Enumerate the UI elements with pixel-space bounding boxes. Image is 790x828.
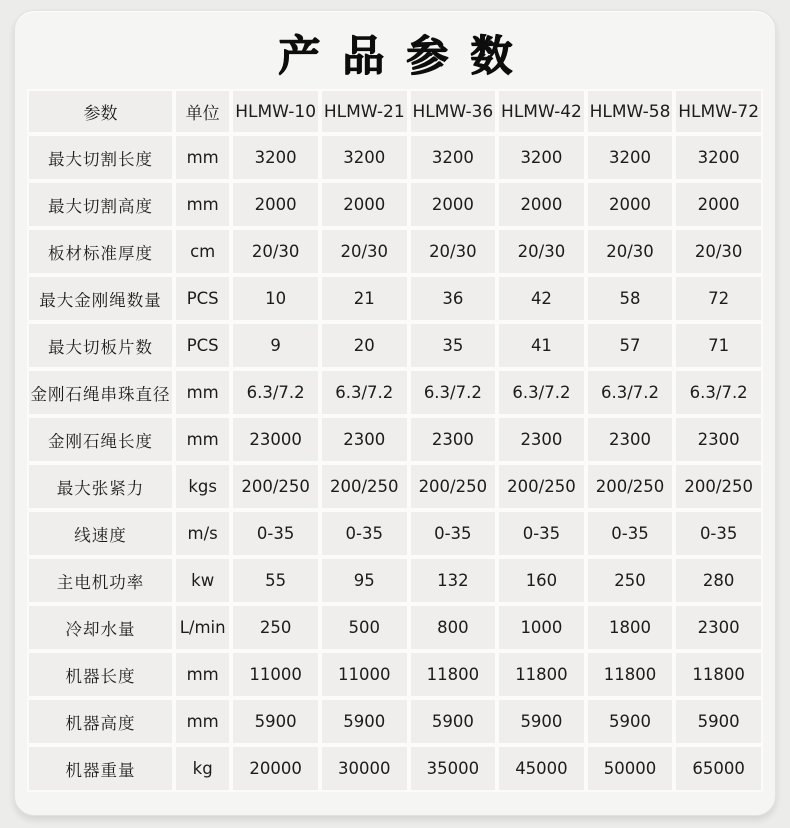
param-cell: 最大张紧力 — [27, 463, 174, 510]
param-cell: 最大金刚绳数量 — [27, 275, 174, 322]
value-cell: 280 — [674, 557, 763, 604]
value-cell: 20/30 — [231, 228, 320, 275]
table-row — [27, 651, 763, 698]
value-cell: 2300 — [320, 416, 409, 463]
value-cell: 36 — [409, 275, 498, 322]
value-cell: 9 — [231, 322, 320, 369]
value-cell: 1800 — [586, 604, 675, 651]
value-cell: 5900 — [674, 698, 763, 745]
value-cell: 3200 — [409, 134, 498, 181]
header-hlmw-72: HLMW-72 — [674, 89, 763, 134]
param-cell: 冷却水量 — [27, 604, 174, 651]
value-cell: 10 — [231, 275, 320, 322]
value-cell: 95 — [320, 557, 409, 604]
unit-cell: kw — [174, 557, 231, 604]
value-cell: 11800 — [674, 651, 763, 698]
spec-table — [27, 89, 763, 792]
unit-cell: m/s — [174, 510, 231, 557]
value-cell: 58 — [586, 275, 675, 322]
value-cell: 5900 — [497, 698, 586, 745]
page-title: 产品参数 — [277, 31, 534, 80]
value-cell: 11000 — [231, 651, 320, 698]
value-cell: 41 — [497, 322, 586, 369]
unit-cell: mm — [174, 181, 231, 228]
unit-cell: mm — [174, 416, 231, 463]
unit-cell: cm — [174, 228, 231, 275]
table-row — [27, 181, 763, 228]
value-cell: 0-35 — [497, 510, 586, 557]
unit-cell: kgs — [174, 463, 231, 510]
unit-cell: mm — [174, 134, 231, 181]
value-cell: 2000 — [586, 181, 675, 228]
value-cell: 20/30 — [674, 228, 763, 275]
value-cell: 3200 — [586, 134, 675, 181]
header-row — [27, 89, 763, 134]
unit-cell: L/min — [174, 604, 231, 651]
value-cell: 20/30 — [409, 228, 498, 275]
value-cell: 50000 — [586, 745, 675, 792]
value-cell: 72 — [674, 275, 763, 322]
value-cell: 200/250 — [320, 463, 409, 510]
value-cell: 6.3/7.2 — [674, 369, 763, 416]
value-cell: 0-35 — [409, 510, 498, 557]
value-cell: 200/250 — [497, 463, 586, 510]
param-cell: 最大切板片数 — [27, 322, 174, 369]
value-cell: 5900 — [320, 698, 409, 745]
value-cell: 2000 — [497, 181, 586, 228]
unit-cell: PCS — [174, 275, 231, 322]
unit-cell: mm — [174, 369, 231, 416]
header-hlmw-36: HLMW-36 — [409, 89, 498, 134]
value-cell: 200/250 — [586, 463, 675, 510]
value-cell: 30000 — [320, 745, 409, 792]
value-cell: 200/250 — [231, 463, 320, 510]
value-cell: 11800 — [409, 651, 498, 698]
value-cell: 23000 — [231, 416, 320, 463]
table-row — [27, 275, 763, 322]
param-cell: 主电机功率 — [27, 557, 174, 604]
table-row — [27, 369, 763, 416]
param-cell: 最大切割长度 — [27, 134, 174, 181]
unit-cell: mm — [174, 698, 231, 745]
value-cell: 0-35 — [674, 510, 763, 557]
table-row — [27, 322, 763, 369]
value-cell: 5900 — [409, 698, 498, 745]
value-cell: 35000 — [409, 745, 498, 792]
value-cell: 1000 — [497, 604, 586, 651]
table-row — [27, 698, 763, 745]
header-hlmw-58: HLMW-58 — [586, 89, 675, 134]
param-cell: 线速度 — [27, 510, 174, 557]
value-cell: 65000 — [674, 745, 763, 792]
value-cell: 35 — [409, 322, 498, 369]
value-cell: 2300 — [674, 416, 763, 463]
param-cell: 机器高度 — [27, 698, 174, 745]
table-row — [27, 463, 763, 510]
value-cell: 3200 — [497, 134, 586, 181]
unit-cell: mm — [174, 651, 231, 698]
value-cell: 3200 — [231, 134, 320, 181]
value-cell: 2300 — [409, 416, 498, 463]
table-row — [27, 557, 763, 604]
value-cell: 3200 — [320, 134, 409, 181]
value-cell: 21 — [320, 275, 409, 322]
value-cell: 250 — [231, 604, 320, 651]
value-cell: 45000 — [497, 745, 586, 792]
value-cell: 55 — [231, 557, 320, 604]
header-param: 参数 — [27, 89, 174, 134]
value-cell: 800 — [409, 604, 498, 651]
param-cell: 机器重量 — [27, 745, 174, 792]
value-cell: 6.3/7.2 — [231, 369, 320, 416]
spec-table-body — [27, 134, 763, 792]
header-hlmw-10: HLMW-10 — [231, 89, 320, 134]
table-row — [27, 134, 763, 181]
value-cell: 11800 — [586, 651, 675, 698]
table-row — [27, 416, 763, 463]
value-cell: 6.3/7.2 — [497, 369, 586, 416]
value-cell: 57 — [586, 322, 675, 369]
product-spec-card — [14, 10, 776, 816]
param-cell: 最大切割高度 — [27, 181, 174, 228]
value-cell: 5900 — [586, 698, 675, 745]
value-cell: 2300 — [674, 604, 763, 651]
header-unit: 单位 — [174, 89, 231, 134]
value-cell: 20 — [320, 322, 409, 369]
param-cell: 金刚石绳串珠直径 — [27, 369, 174, 416]
value-cell: 42 — [497, 275, 586, 322]
value-cell: 500 — [320, 604, 409, 651]
value-cell: 20000 — [231, 745, 320, 792]
value-cell: 2000 — [674, 181, 763, 228]
value-cell: 5900 — [231, 698, 320, 745]
value-cell: 6.3/7.2 — [586, 369, 675, 416]
unit-cell: PCS — [174, 322, 231, 369]
value-cell: 200/250 — [674, 463, 763, 510]
header-hlmw-21: HLMW-21 — [320, 89, 409, 134]
table-row — [27, 510, 763, 557]
header-hlmw-42: HLMW-42 — [497, 89, 586, 134]
value-cell: 3200 — [674, 134, 763, 181]
value-cell: 250 — [586, 557, 675, 604]
table-row — [27, 604, 763, 651]
value-cell: 20/30 — [320, 228, 409, 275]
value-cell: 2300 — [586, 416, 675, 463]
unit-cell: kg — [174, 745, 231, 792]
value-cell: 2300 — [497, 416, 586, 463]
value-cell: 20/30 — [586, 228, 675, 275]
value-cell: 0-35 — [586, 510, 675, 557]
value-cell: 2000 — [409, 181, 498, 228]
value-cell: 2000 — [231, 181, 320, 228]
value-cell: 20/30 — [497, 228, 586, 275]
value-cell: 0-35 — [320, 510, 409, 557]
value-cell: 132 — [409, 557, 498, 604]
value-cell: 0-35 — [231, 510, 320, 557]
param-cell: 机器长度 — [27, 651, 174, 698]
value-cell: 11000 — [320, 651, 409, 698]
table-row — [27, 228, 763, 275]
param-cell: 金刚石绳长度 — [27, 416, 174, 463]
value-cell: 200/250 — [409, 463, 498, 510]
value-cell: 11800 — [497, 651, 586, 698]
value-cell: 6.3/7.2 — [409, 369, 498, 416]
value-cell: 71 — [674, 322, 763, 369]
value-cell: 6.3/7.2 — [320, 369, 409, 416]
value-cell: 2000 — [320, 181, 409, 228]
value-cell: 160 — [497, 557, 586, 604]
param-cell: 板材标准厚度 — [27, 228, 174, 275]
table-row — [27, 745, 763, 792]
